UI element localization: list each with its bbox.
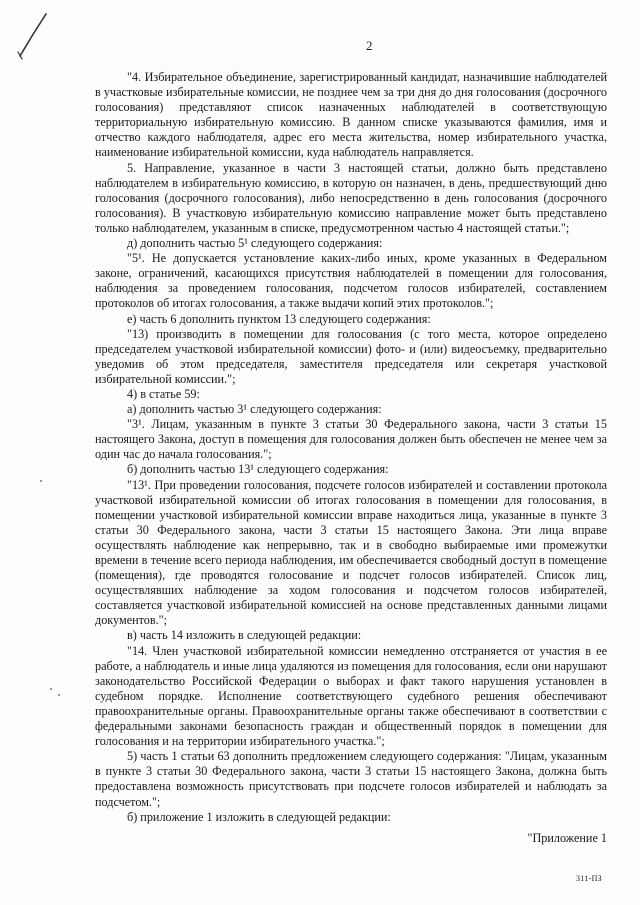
paragraph: 5. Направление, указанное в части 3 настоящей статьи, должно быть представлено наблюдателем в избирательную комиссию, в которую он назначен, в день, предшествующий дню голосования (досрочного голосования), либо непосредственно в день голосования (досрочного голосования). В участковую избирательную комиссию направление может быть представлено только наблюдателем, указанным в списке, предусмотренном частью 4 настоящей статьи."; (95, 160, 607, 235)
scan-speck (40, 480, 42, 482)
page-number: 2 (366, 38, 373, 53)
paragraph: б) приложение 1 изложить в следующей редакции: (127, 809, 391, 824)
document-body (95, 70, 607, 846)
paragraph: 4) в статье 59: (127, 386, 200, 401)
paragraph: б) дополнить частью 13¹ следующего содержания: (127, 462, 389, 477)
paragraph: в) часть 14 изложить в следующей редакции: (127, 628, 362, 643)
scan-speck (58, 694, 60, 696)
scan-speck (50, 688, 52, 690)
paragraph: а) дополнить частью 3¹ следующего содержания: (127, 402, 382, 417)
paragraph: "3¹. Лицам, указанным в пункте 3 статьи 30 Федерального закона, части 3 статьи 15 настоящего Закона, доступ в помещения для голосования должен быть обеспечен не менее чем за один час до начала голосования."; (95, 417, 607, 462)
paragraph: 5) часть 1 статьи 63 дополнить предложением следующего содержания: "Лицам, указанным в пункте 3 статьи 30 Федерального закона, части 3 статьи 15 настоящего Закона, должна быть предоставлена возможность присутствовать при подсчете голосов избирателей и наблюдать за подсчетом."; (95, 749, 607, 809)
paragraph: "13¹. При проведении голосования, подсчете голосов избирателей и составлении протокола участковой избирательной комиссии об итогах голосования в помещении для голосования, в помещении участковой избирательной комиссии вправе находиться лица, указанные в пункте 3 статьи 30 Федерального закона, части 3 статьи 15 настоящего Закона. Эти лица вправе осуществлять наблюдение как непрерывно, так и в свободно выбираемые ими промежутки времени в течение всего периода наблюдения, им обеспечивается свободный доступ в помещение (помещения), где проводятся голосование и подсчет голосов избирателей. Список лиц, осуществлявших наблюдение за ходом голосования и подсчетом голосов избирателей, составляется участковой избирательной комиссией на основе представленных данными лицами документов."; (95, 477, 607, 628)
paragraph: "5¹. Не допускается установление каких-либо иных, кроме указанных в Федеральном законе, ограничений, касающихся присутствия наблюдателей в помещении для голосования, наблюдения за проведением голосования, подсчетом голосов избирателей, составлением протоколов об итогах голосования, а также выдачи копий этих протоколов."; (95, 251, 607, 311)
paragraph: "14. Член участковой избирательной комиссии немедленно отстраняется от участия в ее работе, а наблюдатель и иные лица удаляются из помещения для голосования, если они нарушают законодательство Российской Федерации о выборах и факт такого нарушения установлен в судебном порядке. Исполнение соответствующего судебного решения обеспечивают правоохранительные органы. Правоохранительные органы также обеспечивают в соответствии с федеральными законами безопасность граждан и общественный порядок в помещении для голосования и на территории избирательного участка."; (95, 643, 607, 749)
paragraph: е) часть 6 дополнить пунктом 13 следующего содержания: (127, 311, 431, 326)
paragraph: д) дополнить частью 5¹ следующего содержания: (127, 236, 383, 251)
pen-stroke-mark (10, 12, 50, 62)
appendix-heading: "Приложение 1 (527, 830, 607, 845)
footer-document-code: 311-ПЗ (576, 874, 602, 883)
paragraph: "4. Избирательное объединение, зарегистрированный кандидат, назначившие наблюдателей в участковые избирательные комиссии, не позднее чем за три дня до дня голосования (досрочного голосования) представляют список назначенных наблюдателей в соответствующую территориальную избирательную комиссию. В данном списке указываются фамилия, имя и отчество каждого наблюдателя, адрес его места жительства, номер избирательного участка, наименование избирательной комиссии, куда наблюдатель направляется. (95, 70, 607, 160)
paragraph: "13) производить в помещении для голосования (с того места, которое определено председателем участковой избирательной комиссии) фото- и (или) видеосъемку, предварительно уведомив об этом председателя, заместителя председателя или секретаря участковой избирательной комиссии."; (95, 326, 607, 386)
